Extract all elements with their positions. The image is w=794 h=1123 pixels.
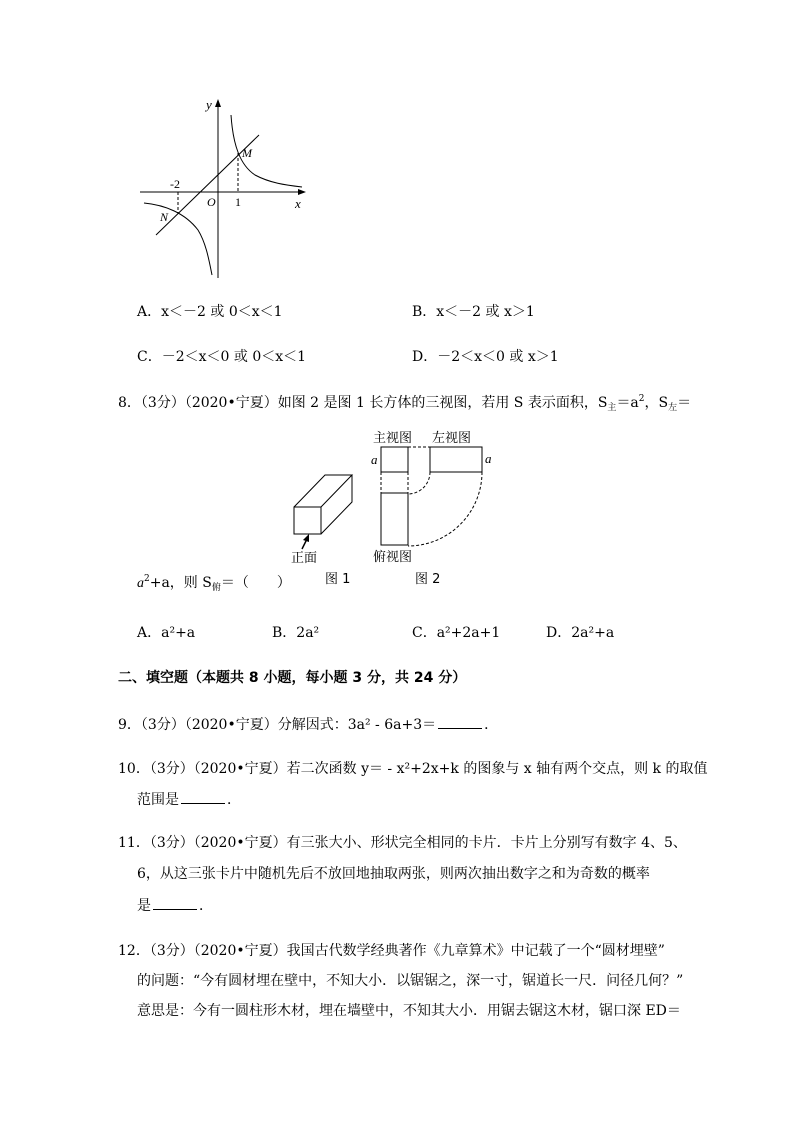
origin-label: O bbox=[207, 195, 216, 209]
x-label: x bbox=[295, 196, 301, 211]
dash-arc-outer bbox=[408, 472, 482, 546]
q8-sub-main: 主 bbox=[607, 403, 617, 413]
left-view-label: 左视图 bbox=[432, 431, 472, 446]
q10-end: ． bbox=[227, 792, 241, 808]
cuboid-side-face bbox=[321, 475, 352, 534]
q9-text: （3分）（2020•宁夏）分解因式：3a² - 6a+3＝ bbox=[140, 717, 437, 733]
q8-a: a bbox=[137, 576, 144, 591]
fig1-label: 图 1 bbox=[325, 572, 351, 587]
q10-line1 bbox=[118, 759, 708, 779]
q7-option-c: C．－2＜x＜0 或 0＜x＜1 bbox=[137, 349, 307, 365]
neg2-label: -2 bbox=[170, 177, 180, 191]
n-label: N bbox=[160, 210, 169, 224]
y-label: y bbox=[206, 97, 212, 112]
q8-sup-1: 2 bbox=[638, 394, 645, 404]
q11-line2: 6，从这三张卡片中随机先后不放回地抽取两张，则两次抽出数字之和为奇数的概率 bbox=[137, 866, 650, 882]
q9-number: 9． bbox=[118, 717, 141, 733]
q11-line1 bbox=[118, 833, 687, 853]
q8-stem-text: 如图 2 是图 1 长方体的三视图，若用 S 表示面积，S bbox=[277, 395, 608, 411]
q8-stem-line1 bbox=[118, 393, 691, 413]
q12-text: （3分）（2020•宁夏）我国古代数学经典著作《九章算术》中记载了一个“圆材埋壁” bbox=[149, 943, 665, 959]
q8-stem-mid: +a，则 S bbox=[149, 575, 212, 591]
a-right-label: a bbox=[485, 451, 492, 466]
q10-line2 bbox=[137, 789, 241, 810]
q7-option-a: A．x＜－2 或 0＜x＜1 bbox=[137, 304, 283, 320]
q9 bbox=[118, 714, 498, 735]
front-label: 正面 bbox=[291, 551, 318, 566]
q11-end: ． bbox=[199, 898, 213, 914]
q10-answer-blank[interactable] bbox=[181, 789, 225, 804]
q8-eq-a2: ＝a bbox=[616, 395, 639, 411]
q12-line2: 的问题：“今有圆材埋在壁中，不知大小．以锯锯之，深一寸，锯道长一尺．问径几何？” bbox=[137, 973, 684, 989]
x-axis-arrow bbox=[298, 189, 306, 195]
q8-number: 8． bbox=[118, 395, 141, 411]
q8-option-d: D．2a²+a bbox=[546, 625, 615, 641]
q8-stem-line2 bbox=[137, 573, 291, 594]
a-left-label: a bbox=[371, 452, 378, 467]
y-axis-arrow bbox=[215, 99, 221, 107]
q7-function-graph bbox=[130, 95, 320, 285]
cuboid-front-face bbox=[294, 507, 321, 534]
q11-number: 11． bbox=[118, 835, 150, 851]
q10-number: 10． bbox=[118, 761, 150, 777]
section-2-heading: 二、填空题（本题共 8 小题，每小题 3 分，共 24 分） bbox=[118, 670, 467, 686]
fig2-label: 图 2 bbox=[415, 572, 441, 587]
q8-figures bbox=[285, 425, 505, 590]
main-view-rect bbox=[381, 447, 408, 472]
front-arrow-head bbox=[303, 534, 309, 542]
q11-line3-text: 是 bbox=[137, 898, 151, 914]
q11-answer-blank[interactable] bbox=[153, 895, 197, 910]
q8-option-c: C．a²+2a+1 bbox=[412, 625, 501, 641]
q8-sup-2: 2 bbox=[144, 574, 150, 584]
q8-option-a: A．a²+a bbox=[137, 625, 196, 641]
q11-line3 bbox=[137, 895, 213, 916]
q8-option-b: B．2a² bbox=[272, 625, 320, 641]
q8-meta: （3分）（2020•宁夏） bbox=[140, 395, 278, 411]
top-view-rect bbox=[381, 493, 408, 545]
q10-text: （3分）（2020•宁夏）若二次函数 y＝ - x²+2x+k 的图象与 x 轴有两个交点，则 k 的取值 bbox=[149, 761, 708, 777]
main-view-label: 主视图 bbox=[373, 431, 413, 446]
left-view-rect bbox=[430, 447, 482, 472]
q9-answer-blank[interactable] bbox=[438, 714, 482, 729]
top-view-label: 俯视图 bbox=[373, 550, 413, 565]
q12-number: 12． bbox=[118, 943, 150, 959]
q12-line3: 意思是：今有一圆柱形木材，埋在墙壁中，不知其大小．用锯去锯这木材，锯口深 ED＝ bbox=[137, 1003, 681, 1019]
q7-option-b: B．x＜－2 或 x＞1 bbox=[412, 304, 535, 320]
q7-option-d: D．－2＜x＜0 或 x＞1 bbox=[412, 349, 559, 365]
q12-line1 bbox=[118, 941, 665, 961]
cuboid-top-face bbox=[294, 475, 352, 507]
q10-line2-text: 范围是 bbox=[137, 792, 179, 808]
q8-sub-top: 俯 bbox=[211, 583, 221, 593]
dash-arc-inner bbox=[408, 472, 430, 494]
q8-sub-left: 左 bbox=[668, 403, 678, 413]
q8-stem-post: ＝（ ） bbox=[220, 575, 291, 591]
m-label: M bbox=[242, 146, 252, 160]
q11-text: （3分）（2020•宁夏）有三张大小、形状完全相同的卡片．卡片上分别写有数字 4、5、 bbox=[149, 835, 687, 851]
one-label: 1 bbox=[235, 195, 241, 209]
q8-eq-end: ＝ bbox=[677, 395, 692, 411]
q9-end: ． bbox=[484, 717, 499, 733]
q8-comma-s: ，S bbox=[644, 395, 669, 411]
